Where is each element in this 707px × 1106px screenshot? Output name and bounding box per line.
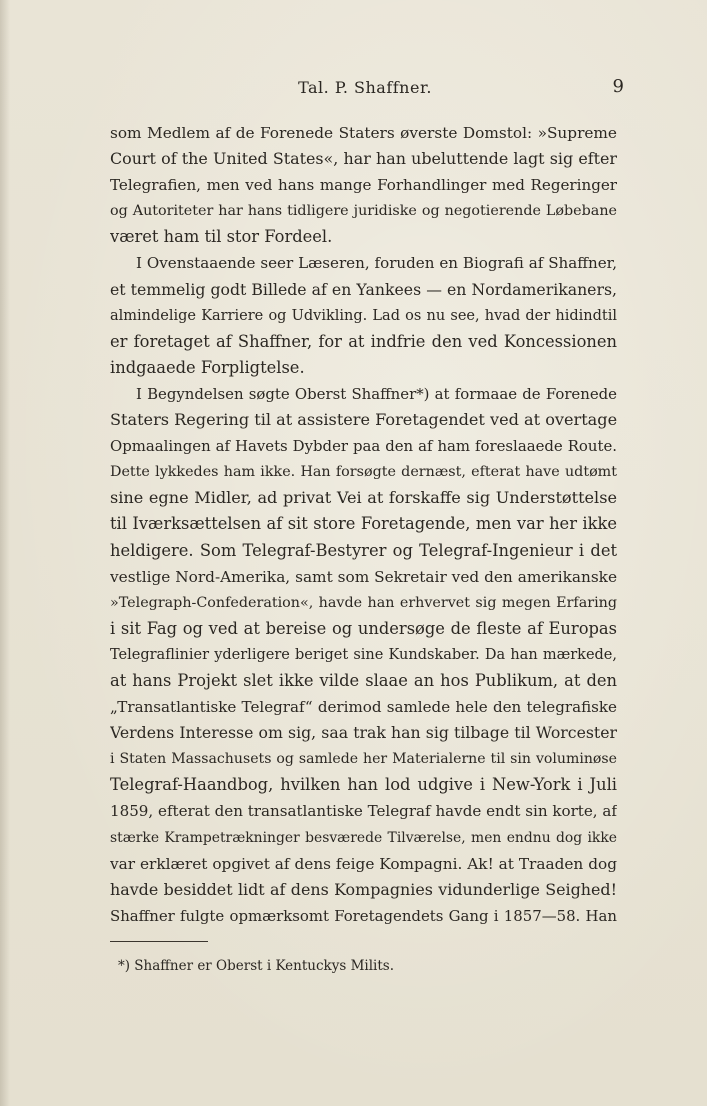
- text-line: er foretaget af Shaffner, for at indfrie den ved Koncessionen: [110, 331, 617, 351]
- text-line: »Telegraph-Confederation«, havde han erhvervet sig megen Erfaring: [110, 594, 617, 611]
- text-line: Staters Regering til at assistere Foretagendet ved at overtage: [110, 410, 617, 430]
- text-line: stærke Krampetrækninger besværede Tilværelse, men endnu dog ikke: [110, 829, 617, 846]
- page-number: 9: [612, 76, 624, 97]
- running-head: Tal. P. Shaffner.: [298, 78, 432, 97]
- text-line: Court of the United States«, har han ubeluttende lagt sig efter: [110, 149, 617, 169]
- text-line: været ham til stor Fordeel.: [110, 227, 333, 247]
- text-line: Verdens Interesse om sig, saa trak han sig tilbage til Worcester: [110, 723, 617, 743]
- footnote: *) Shaffner er Oberst i Kentuckys Milits.: [118, 958, 394, 974]
- text-line: havde besiddet lidt af dens Kompagnies vidunderlige Seighed!: [110, 879, 617, 899]
- text-line: Shaffner fulgte opmærksomt Foretagendets Gang i 1857—58. Han: [110, 906, 617, 925]
- text-line: I Begyndelsen søgte Oberst Shaffner*) at formaae de Forenede: [136, 384, 617, 403]
- text-line: indgaaede Forpligtelse.: [110, 357, 305, 377]
- text-line: „Transatlantiske Telegraf“ derimod samlede hele den telegrafiske: [110, 698, 617, 717]
- text-line: Telegraf-Haandbog, hvilken han lod udgive i New-York i Juli: [110, 775, 617, 795]
- text-line: sine egne Midler, ad privat Vei at forskaffe sig Understøttelse: [110, 488, 617, 508]
- text-line: Telegrafien, men ved hans mange Forhandlinger med Regeringer: [110, 176, 617, 195]
- text-line: Telegraflinier yderligere beriget sine Kundskaber. Da han mærkede,: [110, 646, 617, 663]
- text-line: var erklæret opgivet af dens feige Kompagni. Ak! at Traaden dog: [110, 854, 617, 873]
- text-line: i sit Fag og ved at bereise og undersøge de fleste af Europas: [110, 618, 617, 638]
- footnote-divider: [110, 941, 208, 942]
- text-line: Dette lykkedes ham ikke. Han forsøgte dernæst, efterat have udtømt: [110, 464, 617, 481]
- text-line: almindelige Karriere og Udvikling. Lad os nu see, hvad der hidindtil: [110, 307, 617, 324]
- text-line: 1859, efterat den transatlantiske Telegraf havde endt sin korte, af: [110, 802, 617, 821]
- text-line: vestlige Nord-Amerika, samt som Sekretair ved den amerikanske: [110, 567, 617, 586]
- page-header: [110, 76, 624, 102]
- text-line: I Ovenstaaende seer Læseren, foruden en Biografi af Shaffner,: [136, 254, 617, 273]
- page-edge-shadow: [0, 0, 10, 1106]
- body-text: [110, 120, 617, 929]
- text-line: heldigere. Som Telegraf-Bestyrer og Telegraf-Ingenieur i det: [110, 540, 617, 560]
- text-line: i Staten Massachusets og samlede her Materialerne til sin voluminøse: [110, 751, 617, 768]
- text-line: som Medlem af de Forenede Staters øverste Domstol: »Supreme: [110, 124, 617, 142]
- text-line: og Autoriteter har hans tidligere juridiske og negotierende Løbebane: [110, 203, 617, 220]
- text-line: et temmelig godt Billede af en Yankees — en Nordamerikaners,: [110, 279, 617, 299]
- text-line: til Iværksættelsen af sit store Foretagende, men var her ikke: [110, 514, 617, 534]
- text-line: at hans Projekt slet ikke vilde slaae an hos Publikum, at den: [110, 670, 617, 690]
- text-line: Opmaalingen af Havets Dybder paa den af ham foreslaaede Route.: [110, 437, 617, 456]
